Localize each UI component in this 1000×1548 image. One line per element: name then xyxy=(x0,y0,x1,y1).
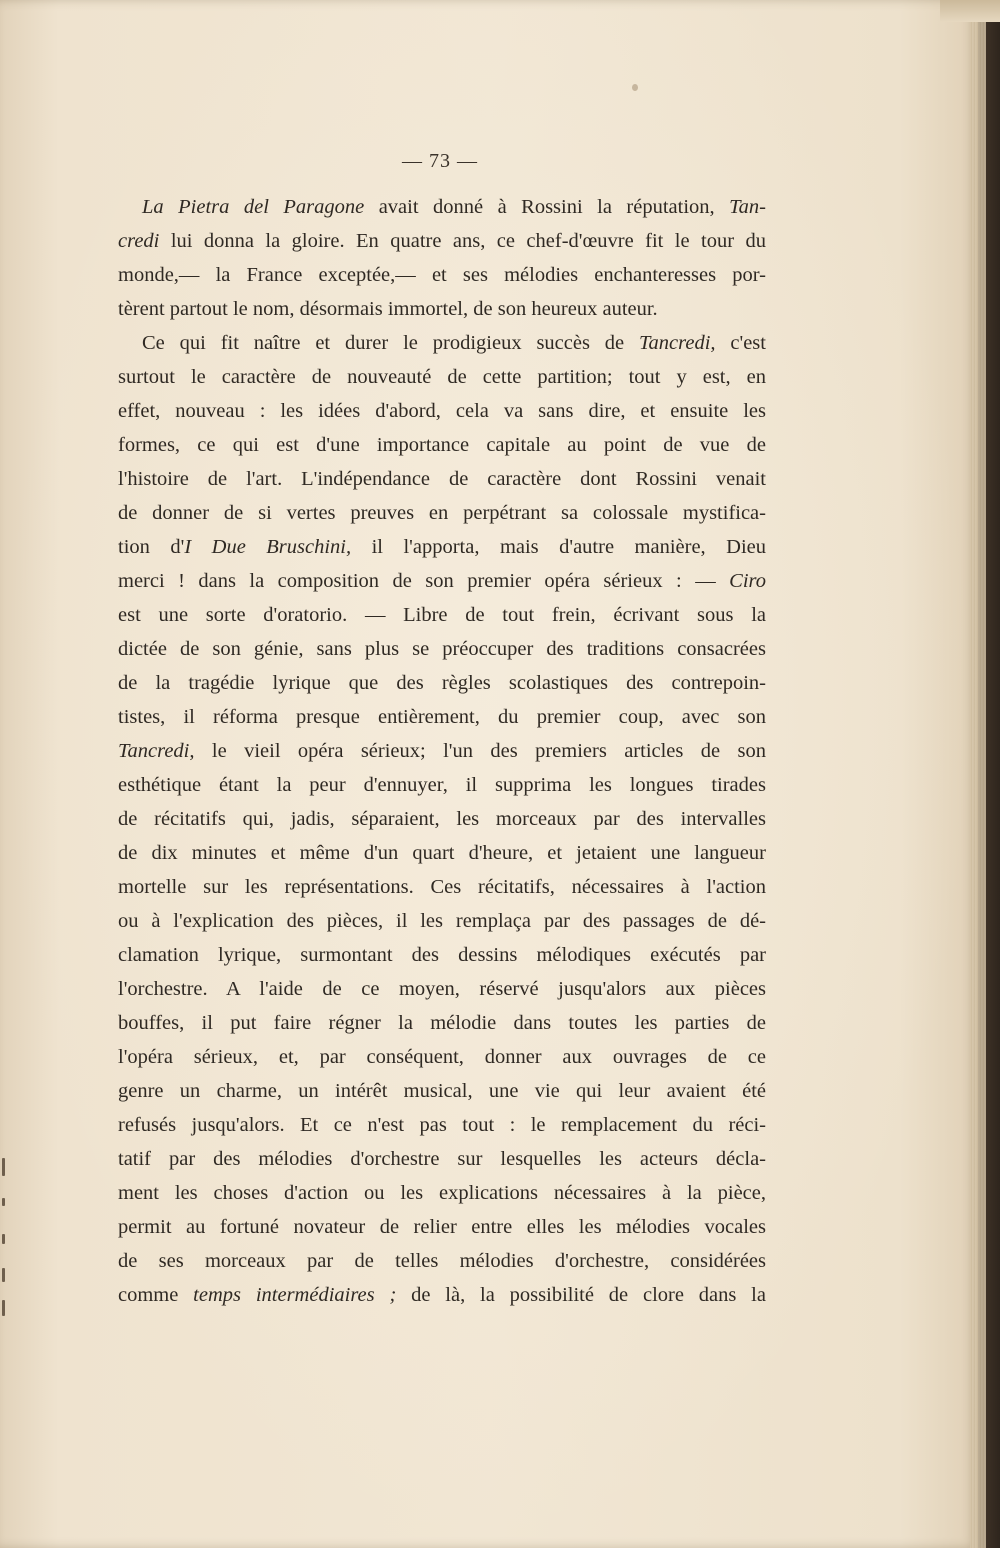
text-segment: l'histoire de l'art. L'indépendance de caractère dont Rossini venait xyxy=(118,468,766,490)
text-segment: ou à l'explication des pièces, il les remplaça par des passages de dé- xyxy=(118,910,766,932)
text-segment: l'opéra sérieux, et, par conséquent, donner aux ouvrages de ce xyxy=(118,1046,766,1068)
text-line xyxy=(118,292,766,326)
text-segment: surtout le caractère de nouveauté de cette partition; tout y est, en xyxy=(118,366,766,388)
text-segment: tèrent partout le nom, désormais immortel, de son heureux auteur. xyxy=(118,298,658,320)
italic-text: Tan- xyxy=(729,196,766,218)
text-line xyxy=(118,904,766,938)
text-line xyxy=(118,190,766,224)
text-segment: de donner de si vertes preuves en perpétrant sa colossale mystifica- xyxy=(118,502,766,524)
text-segment: tistes, il réforma presque entièrement, du premier coup, avec son xyxy=(118,706,766,728)
text-segment: merci ! dans la composition de son premier opéra sérieux : — xyxy=(118,570,730,592)
text-line xyxy=(118,462,766,496)
body-text xyxy=(118,190,766,1312)
margin-show-through xyxy=(0,1150,14,1350)
text-line xyxy=(118,666,766,700)
margin-mark xyxy=(2,1300,5,1316)
text-segment: mortelle sur les représentations. Ces récitatifs, nécessaires à l'action xyxy=(118,876,766,898)
text-line xyxy=(118,1074,766,1108)
text-segment: lui donna la gloire. En quatre ans, ce chef-d'œuvre fit le tour du xyxy=(159,230,766,252)
text-line xyxy=(118,428,766,462)
text-segment: clamation lyrique, surmontant des dessins mélodiques exécutés par xyxy=(118,944,766,966)
italic-text: Ciro xyxy=(729,570,766,592)
text-line xyxy=(118,258,766,292)
text-segment: comme xyxy=(118,1284,194,1306)
text-line xyxy=(118,598,766,632)
italic-text: Tancredi, xyxy=(639,332,716,354)
text-segment: monde,— la France exceptée,— et ses mélodies enchanteresses por- xyxy=(118,264,766,286)
text-segment: ment les choses d'action ou les explications nécessaires à la pièce, xyxy=(118,1182,766,1204)
text-line xyxy=(118,1142,766,1176)
text-line xyxy=(118,564,766,598)
text-line xyxy=(118,734,766,768)
text-line xyxy=(118,1108,766,1142)
text-line xyxy=(118,1040,766,1074)
page-edges-top xyxy=(940,0,1000,22)
page-edges xyxy=(970,0,986,1548)
margin-mark xyxy=(2,1158,5,1176)
text-segment: de la tragédie lyrique que des règles scolastiques des contrepoin- xyxy=(118,672,766,694)
text-segment: tion d' xyxy=(118,536,185,558)
text-line xyxy=(118,938,766,972)
italic-text: credi xyxy=(118,230,160,252)
text-line xyxy=(118,632,766,666)
text-segment: de ses morceaux par de telles mélodies d'orchestre, considérées xyxy=(118,1250,766,1272)
italic-text: temps intermédiaires ; xyxy=(193,1284,397,1306)
margin-mark xyxy=(2,1198,5,1206)
text-line xyxy=(118,326,766,360)
text-line xyxy=(118,802,766,836)
text-line xyxy=(118,224,766,258)
text-segment: de dix minutes et même d'un quart d'heure, et jetaient une langueur xyxy=(118,842,766,864)
text-segment: est une sorte d'oratorio. — Libre de tout frein, écrivant sous la xyxy=(118,604,766,626)
text-segment: genre un charme, un intérêt musical, une vie qui leur avaient été xyxy=(118,1080,766,1102)
text-line xyxy=(118,768,766,802)
text-line xyxy=(118,496,766,530)
text-line xyxy=(118,394,766,428)
text-line xyxy=(118,1176,766,1210)
paper-stain xyxy=(632,84,638,91)
text-line xyxy=(118,1006,766,1040)
text-segment: de là, la possibilité de clore dans la xyxy=(396,1284,766,1306)
text-line xyxy=(118,700,766,734)
text-segment: de récitatifs qui, jadis, séparaient, les morceaux par des intervalles xyxy=(118,808,766,830)
text-segment: tatif par des mélodies d'orchestre sur lesquelles les acteurs décla- xyxy=(118,1148,766,1170)
text-line xyxy=(118,1210,766,1244)
text-line xyxy=(118,870,766,904)
italic-text: I Due Bruschini, xyxy=(184,536,352,558)
margin-mark xyxy=(2,1268,5,1282)
text-segment: permit au fortuné novateur de relier entre elles les mélodies vocales xyxy=(118,1216,766,1238)
italic-text: La Pietra del Paragone xyxy=(142,196,365,218)
margin-mark xyxy=(2,1234,5,1244)
text-line xyxy=(118,530,766,564)
text-line xyxy=(118,360,766,394)
text-segment: bouffes, il put faire régner la mélodie dans toutes les parties de xyxy=(118,1012,766,1034)
text-segment: il l'apporta, mais d'autre manière, Dieu xyxy=(351,536,766,558)
text-segment: esthétique étant la peur d'ennuyer, il supprima les longues tirades xyxy=(118,774,766,796)
italic-text: Tancredi, xyxy=(118,740,195,762)
text-line xyxy=(118,1244,766,1278)
text-segment: Ce qui fit naître et durer le prodigieux succès de xyxy=(142,332,640,354)
page-number: — 73 — xyxy=(402,150,478,172)
text-segment: formes, ce qui est d'une importance capitale au point de vue de xyxy=(118,434,766,456)
text-segment: l'orchestre. A l'aide de ce moyen, réservé jusqu'alors aux pièces xyxy=(118,978,766,1000)
text-segment: avait donné à Rossini la réputation, xyxy=(364,196,730,218)
text-segment: dictée de son génie, sans plus se préoccuper des traditions consacrées xyxy=(118,638,766,660)
text-segment: le vieil opéra sérieux; l'un des premiers articles de son xyxy=(194,740,766,762)
text-segment: c'est xyxy=(715,332,766,354)
text-segment: refusés jusqu'alors. Et ce n'est pas tout : le remplacement du réci- xyxy=(118,1114,766,1136)
text-line xyxy=(118,836,766,870)
text-line xyxy=(118,972,766,1006)
text-segment: effet, nouveau : les idées d'abord, cela va sans dire, et ensuite les xyxy=(118,400,766,422)
text-line xyxy=(118,1278,766,1312)
